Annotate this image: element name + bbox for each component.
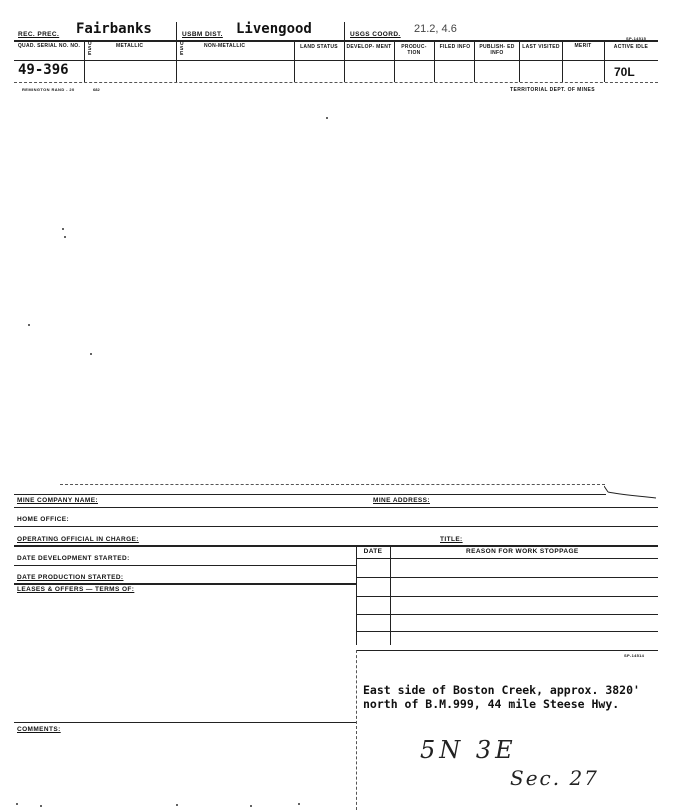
location-line-1: East side of Boston Creek, approx. 3820' xyxy=(363,683,640,697)
form-number-2: SP-14514 xyxy=(624,653,645,658)
speck xyxy=(62,228,64,230)
right-row-1 xyxy=(356,558,658,559)
speck xyxy=(40,805,42,807)
col-divider xyxy=(176,22,177,82)
speck xyxy=(16,803,18,805)
date-col-header: DATE xyxy=(363,548,383,555)
right-row-5 xyxy=(356,631,658,632)
speck xyxy=(176,804,178,806)
mine-address-label: MINE ADDRESS: xyxy=(373,497,430,504)
col-active-idle: ACTIVE IDLE xyxy=(613,44,649,50)
prod-started-label: DATE PRODUCTION STARTED: xyxy=(17,574,124,581)
col-divider xyxy=(434,40,435,82)
usgs-coord-label: USGS COORD. xyxy=(350,31,401,38)
title-label: TITLE: xyxy=(440,536,463,543)
speck xyxy=(90,353,92,355)
operating-official-label: OPERATING OFFICIAL IN CHARGE: xyxy=(17,536,139,543)
serial-value: 49-396 xyxy=(18,62,69,78)
speck xyxy=(326,117,328,119)
dev-started-label: DATE DEVELOPMENT STARTED: xyxy=(17,555,130,562)
right-row-6 xyxy=(356,650,658,651)
col-divider xyxy=(294,40,295,82)
location-line-2: north of B.M.999, 44 mile Steese Hwy. xyxy=(363,697,620,711)
rec-prec-value: Fairbanks xyxy=(76,21,152,37)
rule-home-office xyxy=(14,526,658,527)
col-filed-info: FILED INFO xyxy=(439,44,471,50)
territorial-dept: TERRITORIAL DEPT. OF MINES xyxy=(510,87,595,93)
col-divider xyxy=(394,40,395,82)
usbm-dist-label: USBM DIST. xyxy=(182,31,223,38)
leases-label: LEASES & OFFERS — TERMS OF: xyxy=(17,586,135,593)
right-row-2 xyxy=(356,577,658,578)
lower-top-dash xyxy=(60,484,605,485)
lower-vertical-dash xyxy=(356,650,357,810)
form-number: SP-14515 xyxy=(626,36,647,41)
rule-prod xyxy=(14,583,356,585)
rule-company xyxy=(14,507,658,508)
col-use-b: U S E xyxy=(180,41,184,57)
col-divider xyxy=(562,40,563,82)
col-merit: MERIT xyxy=(574,43,592,49)
col-divider xyxy=(344,22,345,82)
active-idle-value: 70L xyxy=(614,65,635,79)
rule-comments xyxy=(14,722,356,723)
lower-top-rule xyxy=(14,494,606,495)
speck xyxy=(298,803,300,805)
header-rule-bottom xyxy=(14,82,658,83)
right-table-date-divider xyxy=(390,545,391,645)
col-use-a: U S E xyxy=(88,41,92,57)
speck xyxy=(250,805,252,807)
mine-company-label: MINE COMPANY NAME: xyxy=(17,497,98,504)
col-metallic: METALLIC xyxy=(116,43,144,49)
handwritten-section: Sec. 27 xyxy=(510,766,599,790)
col-divider xyxy=(84,40,85,82)
usgs-coord-value: 21.2, 4.6 xyxy=(414,23,457,35)
right-row-4 xyxy=(356,614,658,615)
col-quad-serial: QUAD. SERIAL NO. NO. xyxy=(17,43,81,49)
col-divider xyxy=(604,40,605,82)
col-production: PRODUC- TION xyxy=(401,44,427,56)
speck xyxy=(28,324,30,326)
col-published-info: PUBLISH- ED INFO xyxy=(479,44,515,56)
right-row-3 xyxy=(356,596,658,597)
header-strip xyxy=(14,22,658,92)
col-non-metallic: NON-METALLIC xyxy=(204,43,246,49)
comments-label: COMMENTS: xyxy=(17,726,61,733)
printer-mark: REMINGTON RAND - 20 xyxy=(22,87,75,92)
handwritten-township: 5N 3E xyxy=(420,736,517,764)
home-office-label: HOME OFFICE: xyxy=(17,516,70,523)
rule-official xyxy=(14,545,658,547)
right-table-left xyxy=(356,545,357,645)
rule-dev xyxy=(14,565,356,566)
reason-col-header: REASON FOR WORK STOPPAGE xyxy=(466,548,579,555)
col-last-visited: LAST VISITED xyxy=(522,44,560,50)
printer-code: 682 xyxy=(93,87,100,92)
rec-prec-label: REC. PREC. xyxy=(18,31,60,38)
col-divider xyxy=(474,40,475,82)
usbm-dist-value: Livengood xyxy=(236,21,312,37)
speck xyxy=(64,236,66,238)
col-divider xyxy=(519,40,520,82)
col-land-status: LAND STATUS xyxy=(300,44,338,50)
col-development: DEVELOP- MENT xyxy=(346,44,392,50)
corner-stroke xyxy=(604,484,658,500)
